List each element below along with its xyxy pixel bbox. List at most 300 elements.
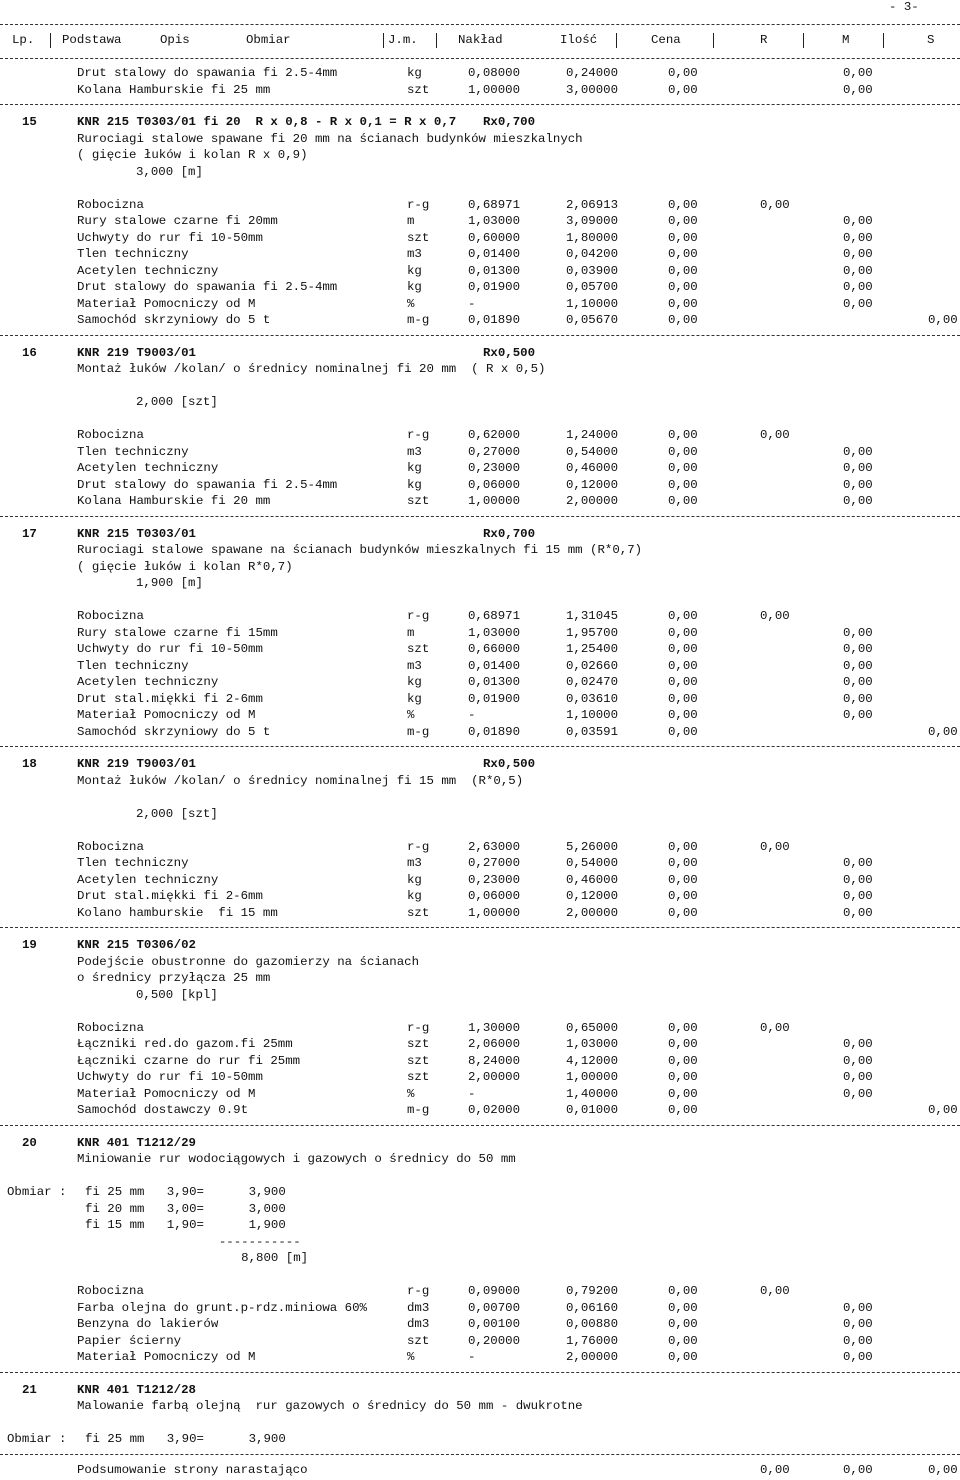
value-m: 0,00 <box>843 708 873 722</box>
resource-quantity: 0,46000 <box>566 461 619 475</box>
resource-price: 0,00 <box>668 1086 698 1101</box>
resource-unit: szt <box>407 905 430 920</box>
section-separator <box>0 1454 960 1455</box>
resource-norm: 0,68971 <box>468 609 521 623</box>
resource-quantity: 1,25400 <box>566 642 619 656</box>
resource-norm: 0,62000 <box>468 428 521 442</box>
obmiar-line <box>0 1234 960 1250</box>
resource-price: 0,00 <box>668 889 698 903</box>
resource-name: Uchwyty do rur fi 10-50mm <box>77 1070 263 1084</box>
item-description <box>0 131 960 147</box>
resource-quantity: 2,00000 <box>566 1350 619 1364</box>
resource-name: Drut stalowy do spawania fi 2.5-4mm <box>77 477 338 492</box>
resource-row <box>0 1102 960 1118</box>
value-m: 0,00 <box>843 1070 873 1084</box>
value-m: 0,00 <box>843 230 873 245</box>
resource-unit: kg <box>407 263 422 278</box>
resource-price: 0,00 <box>668 1103 698 1117</box>
resource-norm: 0,60000 <box>468 230 521 245</box>
obmiar-text: fi 25 mm 3,90= 3,900 <box>85 1432 286 1446</box>
resource-name: Robocizna <box>77 428 144 442</box>
header-divider <box>436 33 437 48</box>
resource-price: 0,00 <box>668 905 698 920</box>
resource-row <box>0 197 960 213</box>
header-s: S <box>927 33 935 47</box>
resource-row <box>0 1349 960 1365</box>
header-divider <box>383 33 384 48</box>
header-lp: Lp. <box>12 33 35 47</box>
resource-row <box>0 888 960 904</box>
item-code: KNR 219 T9003/01 <box>77 345 196 360</box>
resource-unit: kg <box>407 889 422 903</box>
resource-norm: 0,06000 <box>468 477 521 492</box>
value-r: 0,00 <box>760 1020 790 1035</box>
obmiar-text: ----------- <box>85 1234 301 1249</box>
resource-unit: m3 <box>407 247 422 261</box>
resource-unit: szt <box>407 1333 430 1348</box>
resource-unit: kg <box>407 280 422 294</box>
item-number: 18 <box>22 757 37 771</box>
resource-price: 0,00 <box>668 280 698 294</box>
value-m: 0,00 <box>843 1333 873 1348</box>
item-description <box>0 361 960 377</box>
resource-name: Tlen techniczny <box>77 658 189 673</box>
resource-unit: m3 <box>407 444 422 459</box>
resource-unit: dm3 <box>407 1300 430 1315</box>
value-r: 0,00 <box>760 839 790 854</box>
obmiar-text: fi 20 mm 3,00= 3,000 <box>85 1201 286 1216</box>
resource-norm: 0,01900 <box>468 691 521 706</box>
item-coefficient: Rx0,700 <box>483 526 536 541</box>
value-m: 0,00 <box>843 625 873 640</box>
resource-norm: 0,01400 <box>468 658 521 673</box>
resource-quantity: 1,10000 <box>566 296 619 311</box>
resource-norm: 1,00000 <box>468 905 521 920</box>
resource-row <box>0 460 960 476</box>
resource-unit: kg <box>407 66 422 80</box>
resource-name: Drut stal.miękki fi 2-6mm <box>77 889 263 903</box>
page-number: - 3- <box>889 0 919 14</box>
resource-norm: 2,06000 <box>468 1037 521 1051</box>
resource-price: 0,00 <box>668 214 698 228</box>
resource-name: Tlen techniczny <box>77 856 189 870</box>
resource-name: Kolano hamburskie fi 15 mm <box>77 905 278 920</box>
resource-price: 0,00 <box>668 1053 698 1068</box>
obmiar-line <box>0 1431 960 1447</box>
resource-name: Drut stalowy do spawania fi 2.5-4mm <box>77 66 338 80</box>
value-m: 0,00 <box>843 263 873 278</box>
resource-norm: 1,00000 <box>468 82 521 97</box>
resource-quantity: 0,06160 <box>566 1300 619 1315</box>
resource-price: 0,00 <box>668 1070 698 1084</box>
resource-unit: m <box>407 625 415 640</box>
item-coefficient: Rx0,500 <box>483 345 536 360</box>
resource-name: Tlen techniczny <box>77 444 189 459</box>
resource-row <box>0 1020 960 1036</box>
summary-m: 0,00 <box>843 1462 873 1477</box>
resource-name: Farba olejna do grunt.p-rdz.miniowa 60% <box>77 1300 367 1315</box>
resource-price: 0,00 <box>668 230 698 245</box>
description-line: Rurociagi stalowe spawane fi 20 mm na ścianach budynków mieszkalnych <box>77 131 583 146</box>
resource-price: 0,00 <box>668 609 698 623</box>
resource-row <box>0 839 960 855</box>
value-m: 0,00 <box>843 296 873 311</box>
resource-quantity: 0,02470 <box>566 675 619 689</box>
value-m: 0,00 <box>843 214 873 228</box>
header-naklad: Nakład <box>458 33 503 47</box>
resource-price: 0,00 <box>668 872 698 887</box>
header-divider <box>50 33 51 48</box>
resource-quantity: 1,24000 <box>566 428 619 442</box>
item-description <box>0 542 960 558</box>
value-m: 0,00 <box>843 82 873 97</box>
resource-name: Acetylen techniczny <box>77 263 219 278</box>
value-r: 0,00 <box>760 1284 790 1298</box>
item-code: KNR 219 T9003/01 <box>77 757 196 771</box>
resource-quantity: 0,46000 <box>566 872 619 887</box>
resource-price: 0,00 <box>668 247 698 261</box>
value-m: 0,00 <box>843 1053 873 1068</box>
resource-unit: kg <box>407 872 422 887</box>
item-description <box>0 954 960 970</box>
resource-norm: 0,00100 <box>468 1317 521 1331</box>
resource-norm: 0,08000 <box>468 66 521 80</box>
obmiar-value: 1,900 [m] <box>136 576 203 590</box>
resource-unit: m3 <box>407 658 422 673</box>
item-description <box>0 147 960 163</box>
resource-quantity: 0,24000 <box>566 66 619 80</box>
resource-norm: - <box>468 1086 476 1101</box>
value-m: 0,00 <box>843 1037 873 1051</box>
resource-price: 0,00 <box>668 494 698 508</box>
resource-quantity: 0,65000 <box>566 1020 619 1035</box>
item-number: 15 <box>22 115 37 129</box>
value-m: 0,00 <box>843 247 873 261</box>
resource-row <box>0 1069 960 1085</box>
resource-price: 0,00 <box>668 1284 698 1298</box>
obmiar-text: fi 15 mm 1,90= 1,900 <box>85 1218 286 1232</box>
resource-norm: 0,20000 <box>468 1333 521 1348</box>
resource-name: Rury stalowe czarne fi 15mm <box>77 625 278 640</box>
resource-name: Samochód skrzyniowy do 5 t <box>77 313 271 327</box>
resource-norm: 0,01900 <box>468 280 521 294</box>
resource-norm: 0,23000 <box>468 461 521 475</box>
item-code: KNR 215 T0303/01 fi 20 R x 0,8 - R x 0,1 = R x 0,7 <box>77 115 457 129</box>
resource-price: 0,00 <box>668 444 698 459</box>
resource-norm: 2,63000 <box>468 839 521 854</box>
resource-unit: % <box>407 708 415 722</box>
value-m: 0,00 <box>843 477 873 492</box>
resource-name: Materiał Pomocniczy od M <box>77 296 256 311</box>
resource-name: Materiał Pomocniczy od M <box>77 708 256 722</box>
resource-norm: 0,09000 <box>468 1284 521 1298</box>
resource-quantity: 0,01000 <box>566 1103 619 1117</box>
header-divider <box>803 33 804 48</box>
resource-row <box>0 246 960 262</box>
resource-row <box>0 213 960 229</box>
resource-norm: 0,01400 <box>468 247 521 261</box>
resource-norm: 1,00000 <box>468 494 521 508</box>
value-s: 0,00 <box>928 724 958 739</box>
resource-row <box>0 65 960 81</box>
obmiar-label: Obmiar : <box>7 1432 67 1446</box>
resource-price: 0,00 <box>668 263 698 278</box>
resource-row <box>0 82 960 98</box>
resource-price: 0,00 <box>668 428 698 442</box>
obmiar-value: 2,000 [szt] <box>136 806 218 821</box>
resource-unit: r-g <box>407 197 430 212</box>
resource-row <box>0 296 960 312</box>
resource-price: 0,00 <box>668 296 698 311</box>
value-m: 0,00 <box>843 461 873 475</box>
resource-quantity: 1,80000 <box>566 230 619 245</box>
header-obmiar: Obmiar <box>246 33 291 47</box>
value-m: 0,00 <box>843 444 873 459</box>
description-line: Rurociagi stalowe spawane na ścianach budynków mieszkalnych fi 15 mm (R*0,7) <box>77 543 643 557</box>
resource-norm: 0,01300 <box>468 675 521 689</box>
obmiar-value: 2,000 [szt] <box>136 395 218 409</box>
resource-quantity: 5,26000 <box>566 839 619 854</box>
resource-norm: 0,23000 <box>468 872 521 887</box>
resource-unit: szt <box>407 494 430 508</box>
item-header <box>0 937 960 953</box>
resource-row <box>0 444 960 460</box>
item-header <box>0 1135 960 1151</box>
value-m: 0,00 <box>843 1086 873 1101</box>
resource-row <box>0 674 960 690</box>
resource-unit: m3 <box>407 856 422 870</box>
resource-name: Samochód skrzyniowy do 5 t <box>77 724 271 739</box>
obmiar-text: 8,800 [m] <box>85 1251 309 1265</box>
header-divider <box>713 33 714 48</box>
resource-norm: - <box>468 1350 476 1364</box>
resource-name: Samochód dostawczy 0.9t <box>77 1103 249 1117</box>
value-m: 0,00 <box>843 658 873 673</box>
resource-price: 0,00 <box>668 1037 698 1051</box>
obmiar-value: 0,500 [kpl] <box>136 987 218 1002</box>
resource-norm: 0,06000 <box>468 889 521 903</box>
resource-name: Acetylen techniczny <box>77 872 219 887</box>
value-r: 0,00 <box>760 428 790 442</box>
resource-quantity: 3,00000 <box>566 82 619 97</box>
resource-price: 0,00 <box>668 691 698 706</box>
resource-row <box>0 1300 960 1316</box>
resource-name: Robocizna <box>77 839 144 854</box>
resource-row <box>0 855 960 871</box>
resource-norm: 0,02000 <box>468 1103 521 1117</box>
table-header <box>0 33 960 49</box>
resource-price: 0,00 <box>668 625 698 640</box>
resource-row <box>0 263 960 279</box>
section-separator <box>0 335 960 336</box>
resource-quantity: 0,54000 <box>566 856 619 870</box>
resource-norm: 2,00000 <box>468 1070 521 1084</box>
item-header <box>0 526 960 542</box>
item-number: 17 <box>22 526 37 541</box>
description-line: Montaż łuków /kolan/ o średnicy nominalnej fi 15 mm (R*0,5) <box>77 773 524 788</box>
resource-row <box>0 641 960 657</box>
resource-unit: r-g <box>407 428 430 442</box>
resource-name: Kolana Hamburskie fi 20 mm <box>77 494 271 508</box>
item-obmiar <box>0 164 960 180</box>
resource-name: Drut stal.miękki fi 2-6mm <box>77 691 263 706</box>
item-code: KNR 215 T0306/02 <box>77 938 196 952</box>
resource-unit: szt <box>407 642 430 656</box>
header-podstawa: Podstawa <box>62 33 122 47</box>
resource-unit: r-g <box>407 839 430 854</box>
resource-row <box>0 1316 960 1332</box>
value-m: 0,00 <box>843 905 873 920</box>
description-line: Miniowanie rur wodociągowych i gazowych o średnicy do 50 mm <box>77 1152 516 1166</box>
resource-price: 0,00 <box>668 1333 698 1348</box>
item-number: 21 <box>22 1382 37 1397</box>
resource-unit: szt <box>407 1053 430 1068</box>
section-separator <box>0 104 960 105</box>
resource-quantity: 1,31045 <box>566 609 619 623</box>
value-m: 0,00 <box>843 66 873 80</box>
resource-quantity: 0,03610 <box>566 691 619 706</box>
item-coefficient: Rx0,500 <box>483 757 536 771</box>
resource-quantity: 1,40000 <box>566 1086 619 1101</box>
resource-unit: kg <box>407 691 422 706</box>
resource-row <box>0 625 960 641</box>
resource-price: 0,00 <box>668 1300 698 1315</box>
header-separator-bottom <box>0 58 960 59</box>
description-line: ( gięcie łuków i kolan R*0,7) <box>77 559 293 574</box>
resource-price: 0,00 <box>668 724 698 739</box>
item-description <box>0 559 960 575</box>
summary-label: Podsumowanie strony narastająco <box>77 1462 308 1477</box>
resource-price: 0,00 <box>668 461 698 475</box>
resource-price: 0,00 <box>668 477 698 492</box>
resource-name: Kolana Hamburskie fi 25 mm <box>77 82 271 97</box>
resource-name: Tlen techniczny <box>77 247 189 261</box>
resource-price: 0,00 <box>668 839 698 854</box>
item-description <box>0 773 960 789</box>
resource-quantity: 0,12000 <box>566 889 619 903</box>
resource-price: 0,00 <box>668 642 698 656</box>
summary-s: 0,00 <box>928 1462 958 1477</box>
resource-price: 0,00 <box>668 856 698 870</box>
resource-quantity: 0,12000 <box>566 477 619 492</box>
resource-quantity: 0,00880 <box>566 1317 619 1331</box>
resource-price: 0,00 <box>668 197 698 212</box>
resource-norm: 8,24000 <box>468 1053 521 1068</box>
resource-row <box>0 230 960 246</box>
resource-name: Acetylen techniczny <box>77 675 219 689</box>
item-number: 20 <box>22 1135 37 1150</box>
value-m: 0,00 <box>843 872 873 887</box>
resource-norm: - <box>468 708 476 722</box>
obmiar-text: fi 25 mm 3,90= 3,900 <box>85 1185 286 1199</box>
resource-name: Uchwyty do rur fi 10-50mm <box>77 642 263 656</box>
value-m: 0,00 <box>843 494 873 508</box>
resource-norm: 0,27000 <box>468 444 521 459</box>
resource-quantity: 2,00000 <box>566 905 619 920</box>
resource-name: Drut stalowy do spawania fi 2.5-4mm <box>77 280 338 294</box>
value-m: 0,00 <box>843 691 873 706</box>
resource-name: Uchwyty do rur fi 10-50mm <box>77 230 263 245</box>
obmiar-line <box>0 1250 960 1266</box>
resource-name: Acetylen techniczny <box>77 461 219 475</box>
resource-quantity: 4,12000 <box>566 1053 619 1068</box>
description-line: Malowanie farbą olejną rur gazowych o średnicy do 50 mm - dwukrotne <box>77 1399 583 1413</box>
description-line: ( gięcie łuków i kolan R x 0,9) <box>77 148 308 162</box>
section-separator <box>0 746 960 747</box>
resource-row <box>0 724 960 740</box>
resource-name: Rury stalowe czarne fi 20mm <box>77 214 278 228</box>
resource-price: 0,00 <box>668 313 698 327</box>
item-code: KNR 215 T0303/01 <box>77 526 196 541</box>
item-code: KNR 401 T1212/29 <box>77 1135 196 1150</box>
resource-quantity: 0,03900 <box>566 263 619 278</box>
summary-r: 0,00 <box>760 1462 790 1477</box>
resource-norm: 0,68971 <box>468 197 521 212</box>
item-header <box>0 114 960 130</box>
resource-name: Papier ścierny <box>77 1333 182 1348</box>
resource-price: 0,00 <box>668 658 698 673</box>
resource-name: Materiał Pomocniczy od M <box>77 1350 256 1364</box>
resource-name: Benzyna do lakierów <box>77 1317 219 1331</box>
value-m: 0,00 <box>843 280 873 294</box>
resource-quantity: 2,06913 <box>566 197 619 212</box>
resource-price: 0,00 <box>668 708 698 722</box>
resource-norm: 0,00700 <box>468 1300 521 1315</box>
value-m: 0,00 <box>843 1300 873 1315</box>
item-description <box>0 1398 960 1414</box>
item-obmiar <box>0 987 960 1003</box>
value-r: 0,00 <box>760 609 790 623</box>
resource-row <box>0 312 960 328</box>
resource-unit: m-g <box>407 313 430 327</box>
resource-unit: r-g <box>407 1020 430 1035</box>
resource-unit: dm3 <box>407 1317 430 1331</box>
resource-row <box>0 872 960 888</box>
resource-name: Łączniki czarne do rur fi 25mm <box>77 1053 301 1068</box>
resource-row <box>0 1036 960 1052</box>
resource-row <box>0 427 960 443</box>
header-jm: J.m. <box>388 33 418 47</box>
header-divider <box>616 33 617 48</box>
description-line: o średnicy przyłącza 25 mm <box>77 971 271 985</box>
resource-unit: m-g <box>407 724 430 739</box>
item-code: KNR 401 T1212/28 <box>77 1382 196 1397</box>
resource-price: 0,00 <box>668 82 698 97</box>
item-header <box>0 345 960 361</box>
resource-norm: - <box>468 296 476 311</box>
resource-quantity: 2,00000 <box>566 494 619 508</box>
resource-quantity: 0,03591 <box>566 724 619 739</box>
resource-norm: 0,01890 <box>468 724 521 739</box>
item-description <box>0 1151 960 1167</box>
section-separator <box>0 516 960 517</box>
item-number: 19 <box>22 938 37 952</box>
resource-unit: r-g <box>407 1284 430 1298</box>
section-separator <box>0 927 960 928</box>
resource-name: Łączniki red.do gazom.fi 25mm <box>77 1037 293 1051</box>
resource-norm: 1,03000 <box>468 625 521 640</box>
obmiar-line <box>0 1184 960 1200</box>
resource-quantity: 3,09000 <box>566 214 619 228</box>
resource-quantity: 1,03000 <box>566 1037 619 1051</box>
resource-unit: % <box>407 1350 415 1364</box>
item-header <box>0 756 960 772</box>
resource-price: 0,00 <box>668 1317 698 1331</box>
value-m: 0,00 <box>843 889 873 903</box>
obmiar-label: Obmiar : <box>7 1185 67 1199</box>
value-s: 0,00 <box>928 1103 958 1117</box>
resource-row <box>0 608 960 624</box>
